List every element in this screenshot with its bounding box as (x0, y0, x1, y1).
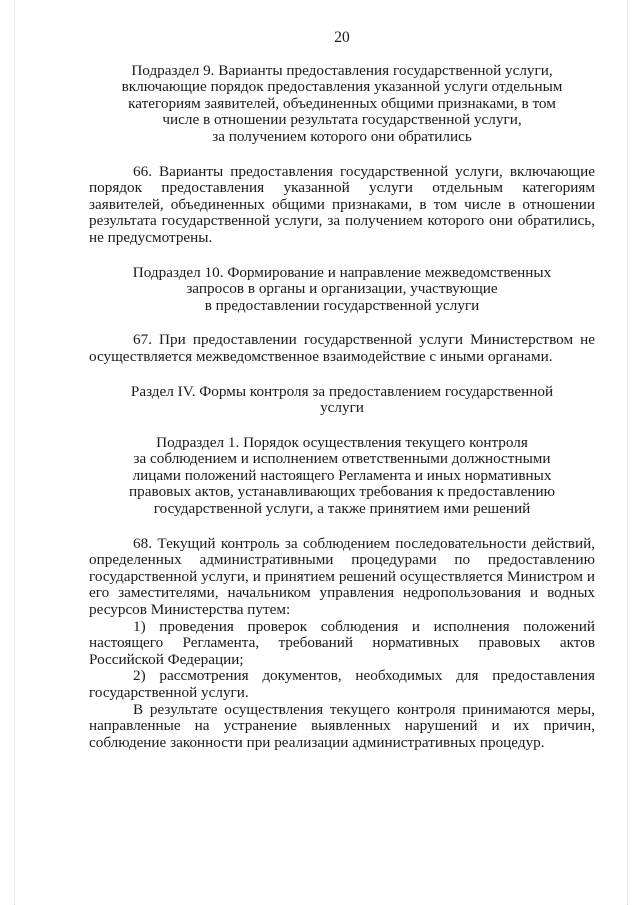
subsection-10-heading (89, 265, 595, 315)
heading-line: числе в отношении результата государственной услуги, (162, 111, 522, 129)
paragraph-68-item-2: 2) рассмотрения документов, необходимых для предоставления государственной услуги. (89, 667, 595, 701)
scan-edge-left (14, 0, 15, 905)
paragraph-66: 66. Варианты предоставления государственной услуги, включающие порядок предоставления указанной услуги отдельным категориям заявителей, объединенных общими признаками, в том числе в отношении результата государственной услуги, за получением которого они обратились, не предусмотрены. (89, 162, 595, 246)
scan-edge-right (627, 0, 628, 905)
section-4-heading (89, 384, 595, 417)
heading-line: за получением которого они обратились (212, 127, 472, 145)
paragraph-68-item-1: 1) проведения проверок соблюдения и исполнения положений настоящего Регламента, требований нормативных правовых актов Российской Федерации; (89, 617, 595, 668)
heading-line: государственной услуги, а также принятием ими решений (153, 500, 531, 518)
paragraph-67: 67. При предоставлении государственной услуги Министерством не осуществляется межведомственное взаимодействие с иными органами. (89, 331, 595, 365)
subsection-9-heading (89, 63, 595, 146)
heading-line: Подраздел 1. Порядок осуществления текущего контроля (156, 433, 528, 451)
heading-line: запросов в органы и организации, участвующие (186, 280, 498, 298)
heading-line: Подраздел 9. Варианты предоставления государственной услуги, (131, 61, 553, 79)
page-content (89, 30, 595, 751)
heading-line: категориям заявителей, объединенных общими признаками, в том (128, 94, 556, 112)
heading-line: услуги (320, 399, 364, 417)
heading-line: Раздел IV. Формы контроля за предоставлением государственной (130, 382, 554, 400)
subsection-1-heading (89, 435, 595, 518)
heading-line: лицами положений настоящего Регламента и иных нормативных (132, 466, 552, 484)
heading-line: за соблюдением и исполнением ответственными должностными (133, 450, 551, 468)
heading-line: включающие порядок предоставления указанной услуги отдельным (121, 78, 563, 96)
paragraph-68-result: В результате осуществления текущего контроля принимаются меры, направленные на устранение выявленных нарушений и их причин, соблюдение законности при реализации административных процедур. (89, 700, 595, 751)
page-number: 20 (334, 29, 350, 46)
heading-line: Подраздел 10. Формирование и направление межведомственных (132, 263, 552, 281)
heading-line: в предоставлении государственной услуги (204, 296, 480, 314)
paragraph-68: 68. Текущий контроль за соблюдением последовательности действий, определенных административными процедурами по предоставлению государственной услуги, и принятием решений осуществляется Министром и его заместителями, начальником управления недропользования и водных ресурсов Министерства путем: (89, 534, 595, 619)
heading-line: правовых актов, устанавливающих требования к предоставлению (129, 483, 555, 501)
